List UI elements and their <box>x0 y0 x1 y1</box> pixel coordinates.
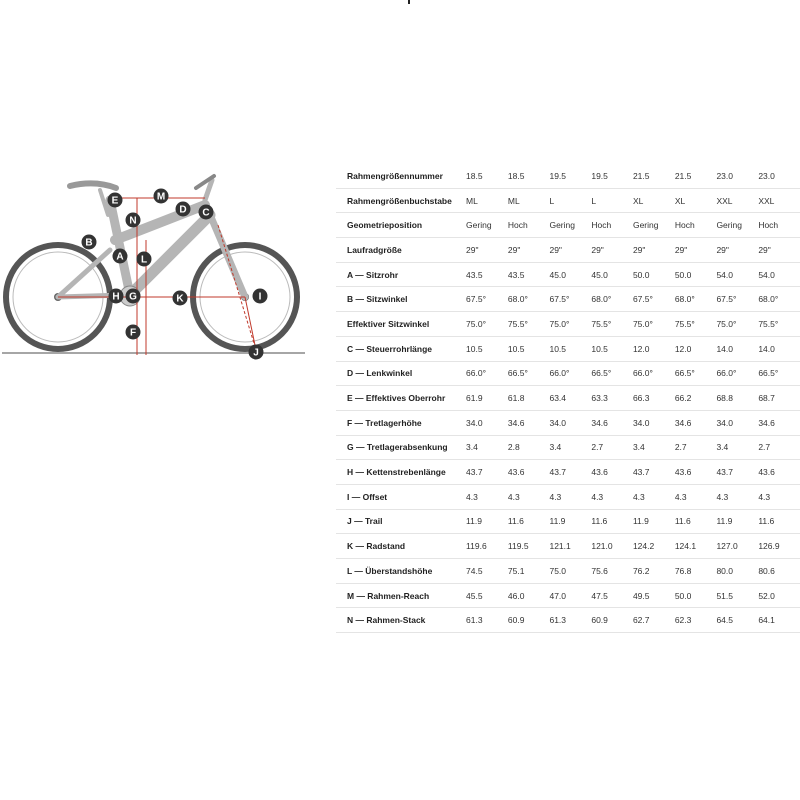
marker-K <box>173 291 188 306</box>
svg-text:J: J <box>253 347 259 359</box>
svg-text:B: B <box>85 237 93 249</box>
cell-value: 76.2 <box>633 559 675 584</box>
cell-value: 45.5 <box>466 583 508 608</box>
row-label: I — Offset <box>336 484 466 509</box>
cell-value: 47.0 <box>549 583 591 608</box>
cell-value: 63.3 <box>591 386 633 411</box>
table-row <box>336 460 800 485</box>
cell-value: 12.0 <box>675 336 717 361</box>
cell-value: 61.9 <box>466 386 508 411</box>
cell-value: 4.3 <box>758 484 800 509</box>
cell-value: 11.9 <box>549 509 591 534</box>
row-label: L — Überstandshöhe <box>336 559 466 584</box>
cell-value: 119.5 <box>508 534 550 559</box>
cell-value: 67.5° <box>633 287 675 312</box>
cell-value: 14.0 <box>716 336 758 361</box>
cell-value: 43.7 <box>549 460 591 485</box>
cell-value: 67.5° <box>549 287 591 312</box>
cell-value: 19.5 <box>549 164 591 188</box>
cell-value: 34.0 <box>716 410 758 435</box>
svg-text:A: A <box>116 251 124 263</box>
cell-value: 34.0 <box>549 410 591 435</box>
cell-value: 2.7 <box>591 435 633 460</box>
cell-value: 29" <box>508 238 550 263</box>
marker-L <box>137 252 152 267</box>
cell-value: 43.6 <box>591 460 633 485</box>
cell-value: 66.0° <box>633 361 675 386</box>
cell-value: 4.3 <box>675 484 717 509</box>
cell-value: 4.3 <box>716 484 758 509</box>
cell-value: 3.4 <box>549 435 591 460</box>
cell-value: 34.0 <box>466 410 508 435</box>
cell-value: 11.6 <box>675 509 717 534</box>
cell-value: 51.5 <box>716 583 758 608</box>
row-label: Geometrieposition <box>336 213 466 238</box>
table-row <box>336 386 800 411</box>
table-row <box>336 213 800 238</box>
cell-value: 18.5 <box>466 164 508 188</box>
cell-value: ML <box>508 188 550 213</box>
svg-text:M: M <box>156 191 166 203</box>
marker-G <box>126 289 141 304</box>
cell-value: 121.0 <box>591 534 633 559</box>
cell-value: 18.5 <box>508 164 550 188</box>
row-label: F — Tretlagerhöhe <box>336 410 466 435</box>
cell-value: 3.4 <box>716 435 758 460</box>
cell-value: 50.0 <box>633 262 675 287</box>
cell-value: 12.0 <box>633 336 675 361</box>
cell-value: 75.5° <box>508 312 550 337</box>
cell-value: XXL <box>716 188 758 213</box>
cell-value: 10.5 <box>591 336 633 361</box>
cell-value: 54.0 <box>716 262 758 287</box>
row-label: K — Radstand <box>336 534 466 559</box>
cell-value: 34.6 <box>675 410 717 435</box>
cell-value: 43.7 <box>633 460 675 485</box>
cell-value: 68.0° <box>675 287 717 312</box>
cell-value: 66.5° <box>758 361 800 386</box>
cell-value: 52.0 <box>758 583 800 608</box>
marker-D <box>176 202 191 217</box>
cell-value: 34.6 <box>508 410 550 435</box>
cell-value: 75.0 <box>549 559 591 584</box>
table-row <box>336 559 800 584</box>
marker-M <box>154 189 169 204</box>
cell-value: 80.6 <box>758 559 800 584</box>
cell-value: 2.7 <box>675 435 717 460</box>
cell-value: 2.7 <box>758 435 800 460</box>
cell-value: 66.3 <box>633 386 675 411</box>
marker-F <box>126 325 141 340</box>
svg-text:E: E <box>111 195 119 207</box>
cell-value: 62.3 <box>675 608 717 633</box>
cell-value: 11.6 <box>591 509 633 534</box>
cell-value: 47.5 <box>591 583 633 608</box>
marker-I <box>253 289 268 304</box>
cell-value: XXL <box>758 188 800 213</box>
cell-value: 68.0° <box>508 287 550 312</box>
cell-value: 66.0° <box>466 361 508 386</box>
cell-value: Hoch <box>675 213 717 238</box>
marker-B <box>82 235 97 250</box>
bike-geometry-diagram <box>0 160 320 370</box>
cell-value: Hoch <box>758 213 800 238</box>
cell-value: 4.3 <box>508 484 550 509</box>
cell-value: 50.0 <box>675 262 717 287</box>
cell-value: 66.5° <box>675 361 717 386</box>
cell-value: 21.5 <box>633 164 675 188</box>
cell-value: 75.6 <box>591 559 633 584</box>
table-row <box>336 336 800 361</box>
table-row <box>336 583 800 608</box>
cell-value: 34.6 <box>591 410 633 435</box>
cell-value: 62.7 <box>633 608 675 633</box>
cell-value: ML <box>466 188 508 213</box>
table-row <box>336 484 800 509</box>
cell-value: 43.6 <box>758 460 800 485</box>
cell-value: 63.4 <box>549 386 591 411</box>
cell-value: 34.6 <box>758 410 800 435</box>
svg-text:H: H <box>112 291 120 303</box>
cell-value: 67.5° <box>466 287 508 312</box>
top-edge-mark <box>408 0 410 4</box>
cell-value: 11.6 <box>758 509 800 534</box>
row-label: Rahmengrößenbuchstabe <box>336 188 466 213</box>
table-row <box>336 435 800 460</box>
cell-value: 43.5 <box>508 262 550 287</box>
row-label: J — Trail <box>336 509 466 534</box>
cell-value: 43.5 <box>466 262 508 287</box>
geometry-table <box>336 164 800 633</box>
marker-N <box>126 213 141 228</box>
cell-value: 29" <box>549 238 591 263</box>
cell-value: 121.1 <box>549 534 591 559</box>
cell-value: 45.0 <box>549 262 591 287</box>
cell-value: 23.0 <box>758 164 800 188</box>
cell-value: 68.0° <box>758 287 800 312</box>
row-label: C — Steuerrohrlänge <box>336 336 466 361</box>
cell-value: 66.0° <box>716 361 758 386</box>
svg-text:D: D <box>179 204 187 216</box>
svg-text:N: N <box>129 215 137 227</box>
cell-value: Gering <box>633 213 675 238</box>
row-label: B — Sitzwinkel <box>336 287 466 312</box>
cell-value: 34.0 <box>633 410 675 435</box>
cell-value: 67.5° <box>716 287 758 312</box>
cell-value: 64.1 <box>758 608 800 633</box>
cell-value: 75.0° <box>716 312 758 337</box>
table-row <box>336 262 800 287</box>
cell-value: Hoch <box>591 213 633 238</box>
table-row <box>336 164 800 188</box>
table-row <box>336 608 800 633</box>
marker-H <box>109 289 124 304</box>
cell-value: 75.0° <box>549 312 591 337</box>
marker-A <box>113 249 128 264</box>
cell-value: 43.7 <box>716 460 758 485</box>
cell-value: 75.5° <box>675 312 717 337</box>
svg-text:K: K <box>176 293 184 305</box>
cell-value: 68.8 <box>716 386 758 411</box>
cell-value: 43.7 <box>466 460 508 485</box>
cell-value: 29" <box>591 238 633 263</box>
cell-value: 68.0° <box>591 287 633 312</box>
table-row <box>336 287 800 312</box>
cell-value: 80.0 <box>716 559 758 584</box>
table-row <box>336 238 800 263</box>
cell-value: XL <box>633 188 675 213</box>
cell-value: 23.0 <box>716 164 758 188</box>
row-label: G — Tretlagerabsenkung <box>336 435 466 460</box>
cell-value: 60.9 <box>508 608 550 633</box>
cell-value: 61.3 <box>466 608 508 633</box>
cell-value: 124.1 <box>675 534 717 559</box>
cell-value: 43.6 <box>675 460 717 485</box>
cell-value: 66.2 <box>675 386 717 411</box>
row-label: E — Effektives Oberrohr <box>336 386 466 411</box>
cell-value: 11.6 <box>508 509 550 534</box>
cell-value: 29" <box>758 238 800 263</box>
table-row <box>336 509 800 534</box>
cell-value: L <box>549 188 591 213</box>
cell-value: 68.7 <box>758 386 800 411</box>
cell-value: 10.5 <box>466 336 508 361</box>
cell-value: Hoch <box>508 213 550 238</box>
cell-value: 61.8 <box>508 386 550 411</box>
row-label: D — Lenkwinkel <box>336 361 466 386</box>
cell-value: 66.5° <box>591 361 633 386</box>
cell-value: 29" <box>716 238 758 263</box>
cell-value: 4.3 <box>466 484 508 509</box>
table-row <box>336 361 800 386</box>
cell-value: 75.1 <box>508 559 550 584</box>
cell-value: 19.5 <box>591 164 633 188</box>
cell-value: 76.8 <box>675 559 717 584</box>
cell-value: 66.0° <box>549 361 591 386</box>
cell-value: Gering <box>716 213 758 238</box>
table-row <box>336 534 800 559</box>
marker-J <box>249 345 264 360</box>
cell-value: 45.0 <box>591 262 633 287</box>
cell-value: 74.5 <box>466 559 508 584</box>
cell-value: 3.4 <box>633 435 675 460</box>
cell-value: 2.8 <box>508 435 550 460</box>
cell-value: 50.0 <box>675 583 717 608</box>
cell-value: 75.5° <box>758 312 800 337</box>
cell-value: 46.0 <box>508 583 550 608</box>
row-label: M — Rahmen-Reach <box>336 583 466 608</box>
cell-value: 10.5 <box>508 336 550 361</box>
cell-value: Gering <box>466 213 508 238</box>
svg-text:F: F <box>129 327 137 339</box>
cell-value: 14.0 <box>758 336 800 361</box>
cell-value: 11.9 <box>716 509 758 534</box>
row-label: Rahmengrößennummer <box>336 164 466 188</box>
row-label: H — Kettenstrebenlänge <box>336 460 466 485</box>
cell-value: 49.5 <box>633 583 675 608</box>
cell-value: 21.5 <box>675 164 717 188</box>
cell-value: 60.9 <box>591 608 633 633</box>
table-row <box>336 312 800 337</box>
cell-value: Gering <box>549 213 591 238</box>
cell-value: 124.2 <box>633 534 675 559</box>
cell-value: 29" <box>675 238 717 263</box>
cell-value: 127.0 <box>716 534 758 559</box>
cell-value: 75.0° <box>466 312 508 337</box>
cell-value: 4.3 <box>633 484 675 509</box>
cell-value: 3.4 <box>466 435 508 460</box>
cell-value: 43.6 <box>508 460 550 485</box>
table-row <box>336 410 800 435</box>
cell-value: 29" <box>633 238 675 263</box>
cell-value: 75.5° <box>591 312 633 337</box>
cell-value: 4.3 <box>549 484 591 509</box>
marker-E <box>108 193 123 208</box>
table-row <box>336 188 800 213</box>
marker-C <box>199 205 214 220</box>
cell-value: 66.5° <box>508 361 550 386</box>
svg-text:L: L <box>140 254 148 266</box>
cell-value: 11.9 <box>633 509 675 534</box>
cell-value: 64.5 <box>716 608 758 633</box>
row-label: N — Rahmen-Stack <box>336 608 466 633</box>
svg-text:I: I <box>258 291 262 303</box>
cell-value: XL <box>675 188 717 213</box>
cell-value: 10.5 <box>549 336 591 361</box>
cell-value: 126.9 <box>758 534 800 559</box>
row-label: A — Sitzrohr <box>336 262 466 287</box>
svg-text:C: C <box>202 207 210 219</box>
cell-value: 54.0 <box>758 262 800 287</box>
cell-value: 11.9 <box>466 509 508 534</box>
cell-value: 61.3 <box>549 608 591 633</box>
cell-value: L <box>591 188 633 213</box>
cell-value: 4.3 <box>591 484 633 509</box>
row-label: Effektiver Sitzwinkel <box>336 312 466 337</box>
cell-value: 29" <box>466 238 508 263</box>
cell-value: 75.0° <box>633 312 675 337</box>
svg-text:G: G <box>129 291 137 303</box>
row-label: Laufradgröße <box>336 238 466 263</box>
cell-value: 119.6 <box>466 534 508 559</box>
